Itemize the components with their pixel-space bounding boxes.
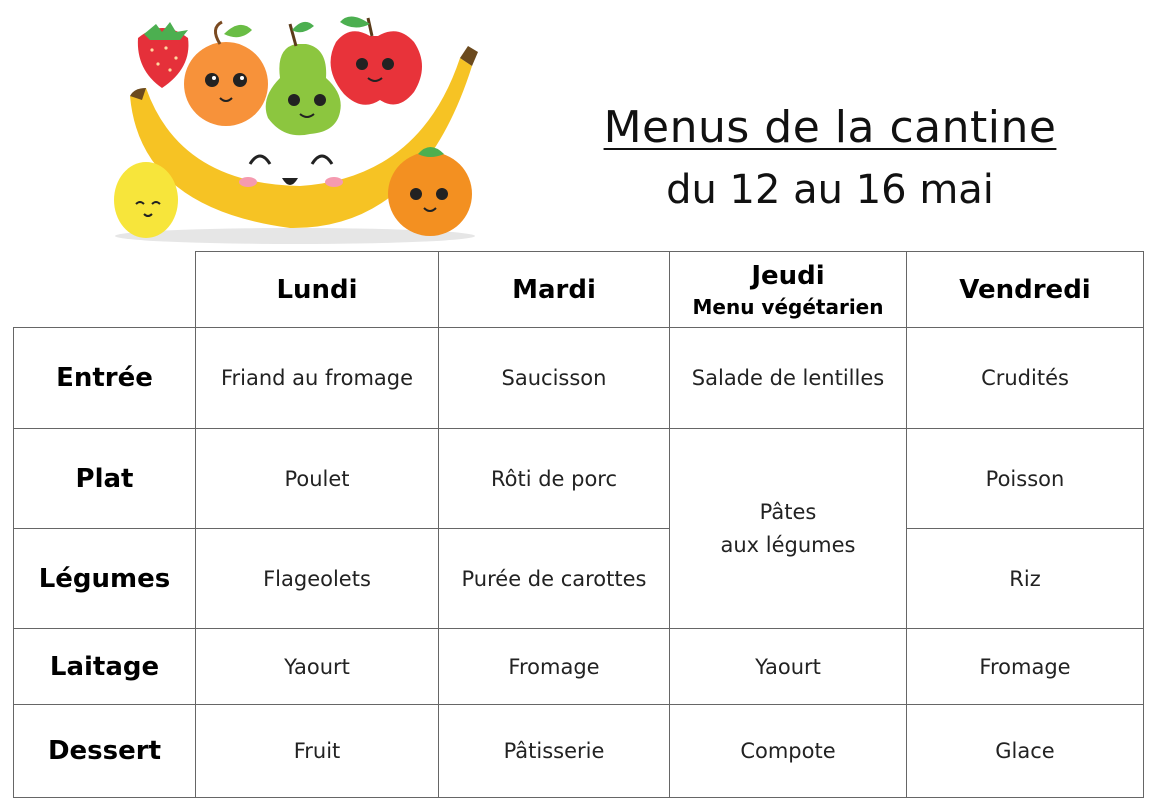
menu-cell: Riz: [907, 529, 1144, 629]
apple-icon: [331, 16, 422, 104]
menu-cell-merged: [670, 429, 907, 629]
strawberry-icon: [138, 22, 189, 88]
menu-cell: Saucisson: [439, 328, 670, 429]
vegetarian-note: Menu végétarien: [692, 294, 884, 319]
row-label: Dessert: [14, 705, 196, 798]
menu-cell: Fromage: [907, 629, 1144, 705]
menu-table: [13, 251, 1144, 798]
day-label: Lundi: [276, 274, 358, 305]
row-label: Légumes: [14, 529, 196, 629]
column-header-jeudi: [670, 252, 907, 328]
menu-cell: Fromage: [439, 629, 670, 705]
day-label: Jeudi: [751, 260, 825, 291]
menu-cell: Rôti de porc: [439, 429, 670, 529]
page-subtitle: du 12 au 16 mai: [666, 167, 994, 213]
lemon-icon: [114, 162, 178, 238]
menu-cell: Yaourt: [196, 629, 439, 705]
corner-cell: [14, 252, 196, 328]
menu-cell: Crudités: [907, 328, 1144, 429]
header-row: [14, 252, 1144, 328]
table-row: [14, 529, 1144, 629]
row-label: Laitage: [14, 629, 196, 705]
day-label: Mardi: [512, 274, 596, 305]
menu-cell: Salade de lentilles: [670, 328, 907, 429]
row-label: Plat: [14, 429, 196, 529]
menu-cell: Flageolets: [196, 529, 439, 629]
merged-line: Pâtes: [759, 499, 817, 524]
table-row: [14, 328, 1144, 429]
title-block: [560, 100, 1100, 220]
table-row: [14, 429, 1144, 529]
pear-icon: [266, 22, 341, 135]
menu-cell: Glace: [907, 705, 1144, 798]
peach-icon: [184, 22, 268, 126]
menu-cell: Poisson: [907, 429, 1144, 529]
column-header-lundi: [196, 252, 439, 328]
menu-cell: Pâtisserie: [439, 705, 670, 798]
table-row: [14, 705, 1144, 798]
page-title: Menus de la cantine: [603, 102, 1057, 153]
row-label: Entrée: [14, 328, 196, 429]
column-header-vendredi: [907, 252, 1144, 328]
menu-cell: Friand au fromage: [196, 328, 439, 429]
table-row: [14, 629, 1144, 705]
column-header-mardi: [439, 252, 670, 328]
menu-cell: Purée de carottes: [439, 529, 670, 629]
day-label: Vendredi: [959, 274, 1091, 305]
menu-cell: Compote: [670, 705, 907, 798]
fruit-basket-illustration: [100, 8, 490, 248]
menu-cell: Yaourt: [670, 629, 907, 705]
menu-cell: Fruit: [196, 705, 439, 798]
menu-cell: Poulet: [196, 429, 439, 529]
merged-line: aux légumes: [720, 532, 856, 557]
